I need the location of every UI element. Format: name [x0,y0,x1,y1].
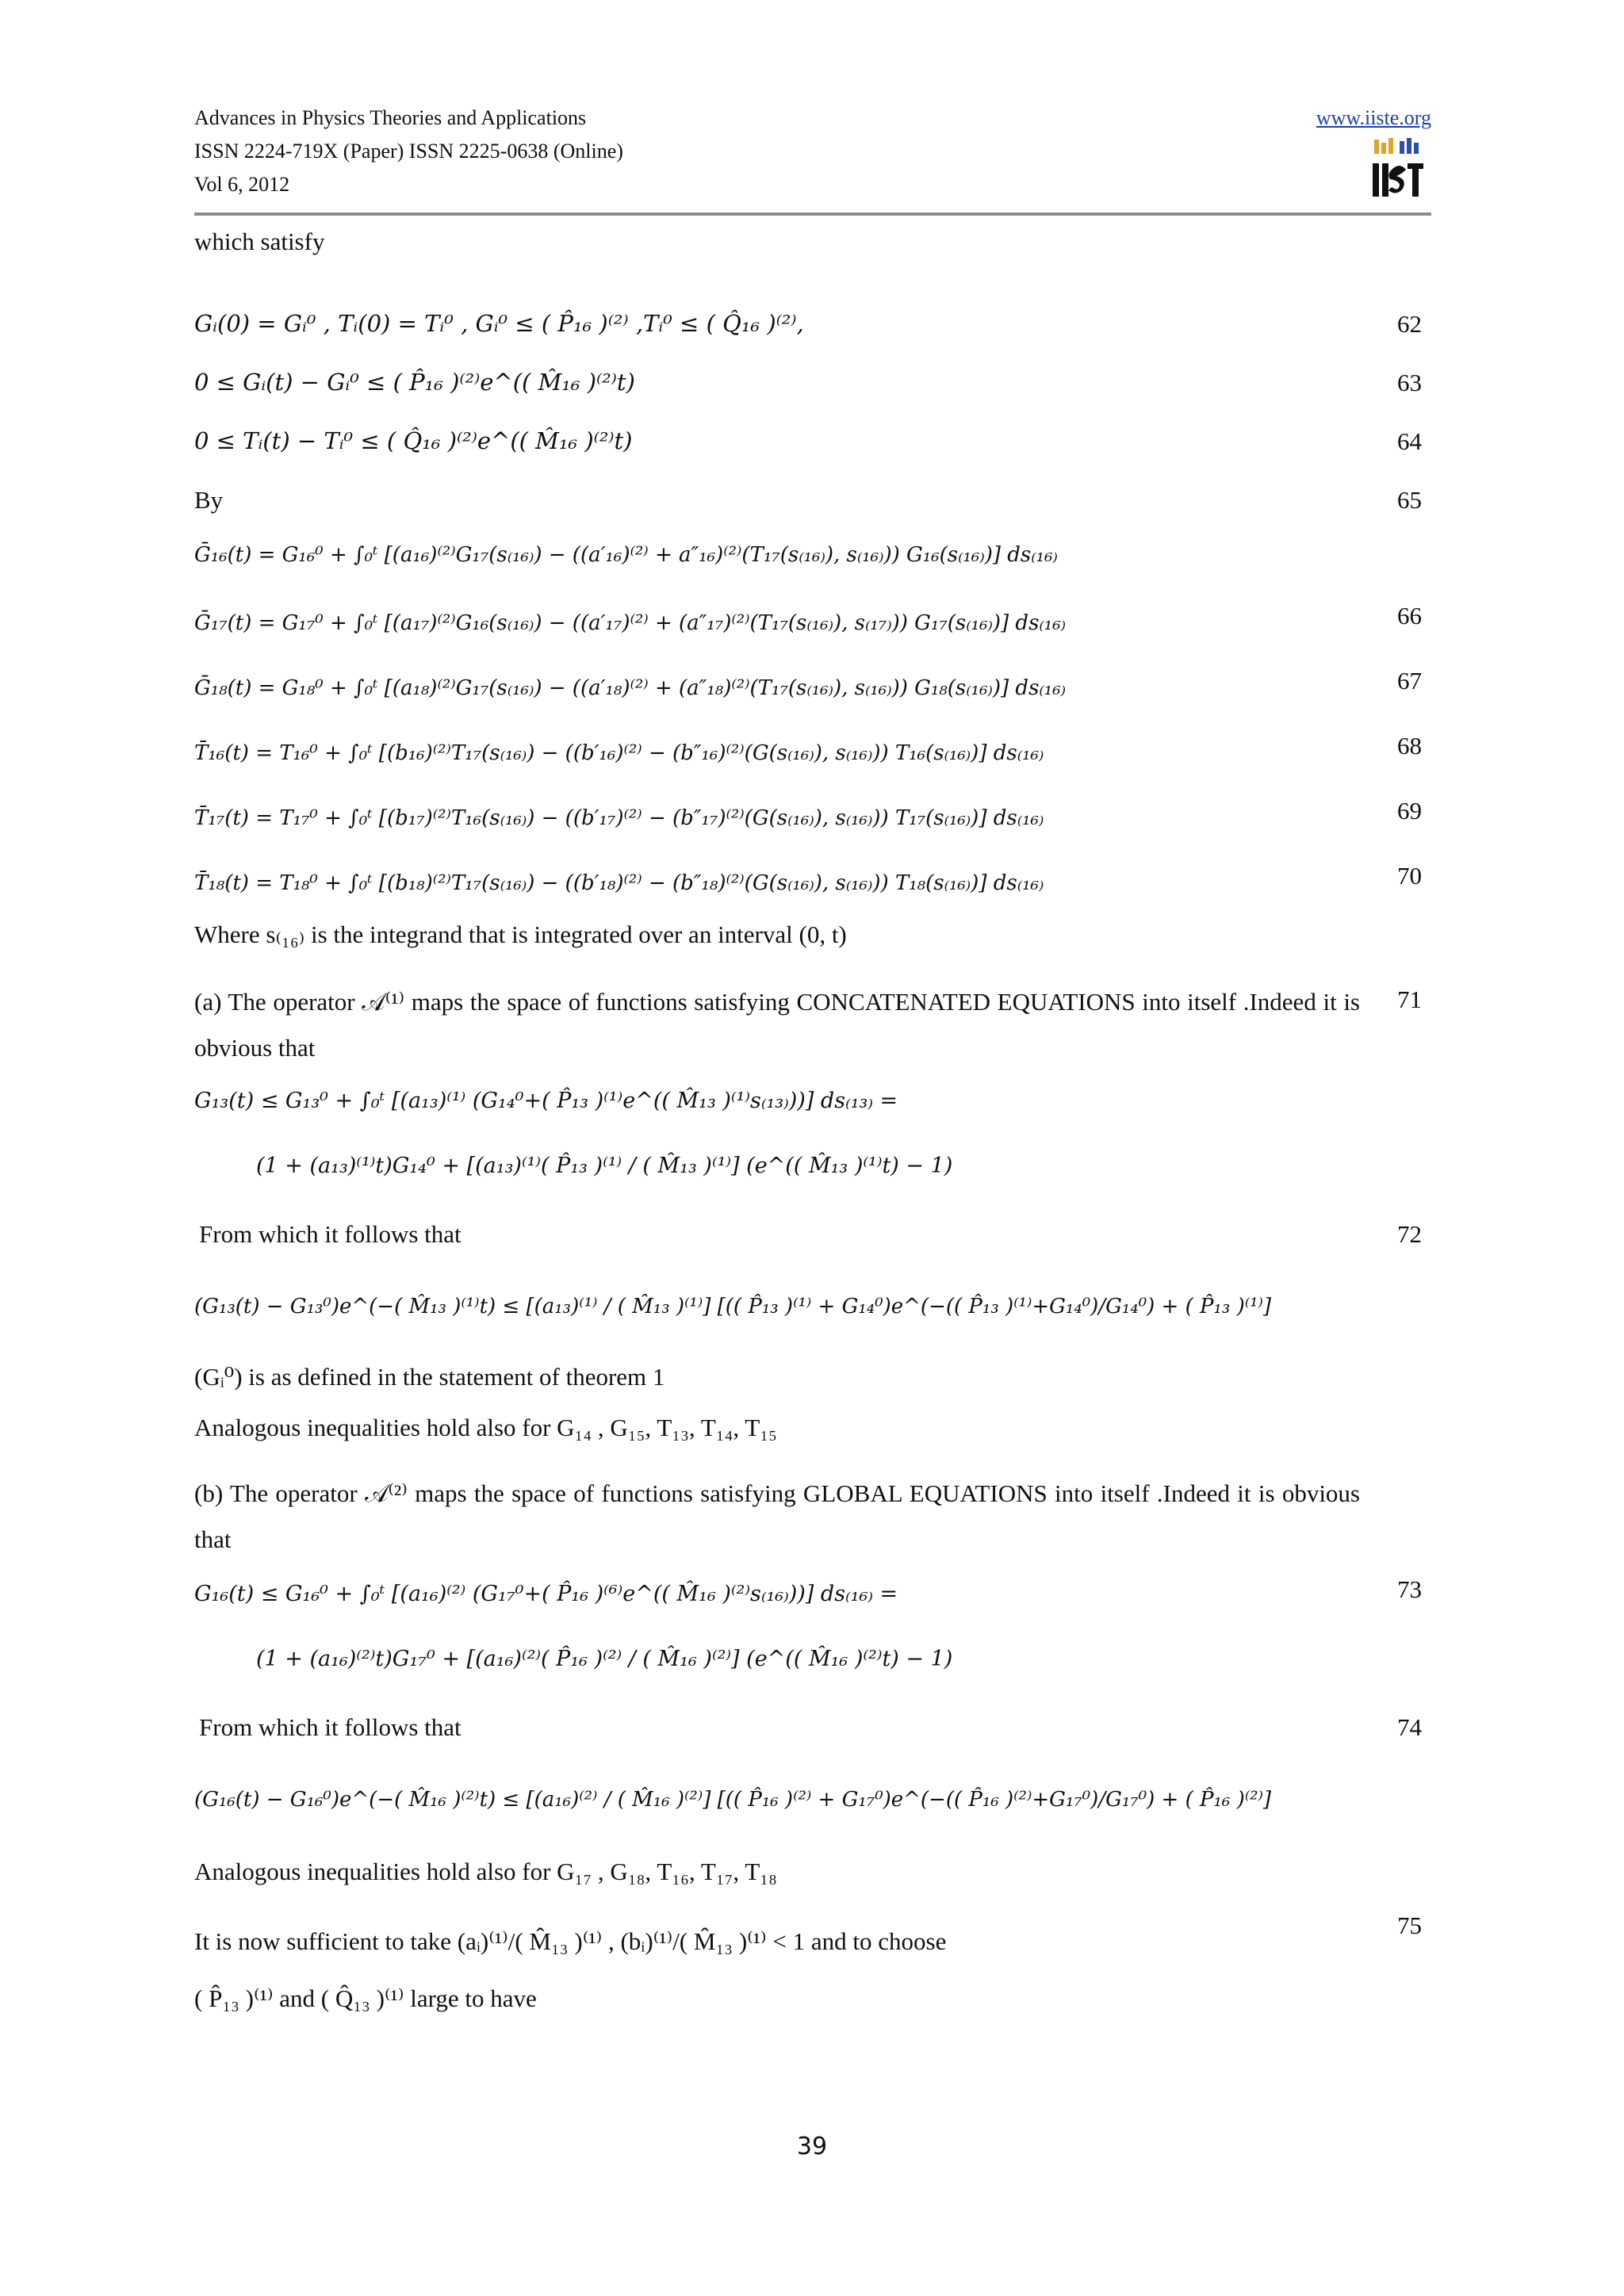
equation-69: T̄₁₇(t) = T₁₇⁰ + ∫₀ᵗ [(b₁₇)⁽²⁾T₁₆(s₍₁₆₎) − ((b′₁₇)⁽²⁾ − (b″₁₇)⁽²⁾(G(s₍₁₆₎), s₍₁₆₎)) T₁₇(s₍₁₆₎)] ds₍₁₆₎ [194,806,1044,830]
equation-74: (G₁₆(t) − G₁₆⁰)e^(−( M̂₁₆ )⁽²⁾t) ≤ [(a₁₆)⁽²⁾ / ( M̂₁₆ )⁽²⁾] [(( P̂₁₆ )⁽²⁾ + G₁₇⁰)e^(−(( P̂₁₆ )⁽²⁾+G₁₇⁰)/G₁₇⁰) + ( P̂₁₆ )⁽²⁾] [194,1788,1272,1812]
equation-number-66: 66 [1397,602,1422,629]
journal-title: Advances in Physics Theories and Applications [194,106,587,129]
item-b-text: (b) The operator 𝒜⁽²⁾ maps the space of functions satisfying GLOBAL EQUATIONS into itself .Indeed it is obvious that [194,1479,1360,1553]
equation-number-63: 63 [1397,369,1422,396]
equation-73-line1: G₁₆(t) ≤ G₁₆⁰ + ∫₀ᵗ [(a₁₆)⁽²⁾ (G₁₇⁰+( P̂₁₆ )⁽⁶⁾e^(( M̂₁₆ )⁽²⁾s₍₁₆₎))] ds₍₁₆₎ = [194,1582,898,1606]
by-text: By [194,486,224,514]
analogous-text-2: Analogous inequalities hold also for G₁₇ , G₁₈, T₁₆, T₁₇, T₁₈ [194,1858,777,1885]
equation-64: 0 ≤ Tᵢ(t) − Tᵢ⁰ ≤ ( Q̂₁₆ )⁽²⁾e^(( M̂₁₆ )⁽²⁾t) [194,427,633,454]
equation-number-70: 70 [1397,862,1422,890]
equation-number-67: 67 [1397,667,1422,695]
equation-number-71: 71 [1397,985,1422,1013]
from-which-text-2: From which it follows that [199,1713,462,1741]
which-satisfy-text: which satisfy [194,228,325,255]
analogous-text-1: Analogous inequalities hold also for G₁₄ , G₁₅, T₁₃, T₁₄, T₁₅ [194,1414,777,1441]
item-a-text: (a) The operator 𝒜⁽¹⁾ maps the space of functions satisfying CONCATENATED EQUATIONS into itself .Indeed it is obvious that [194,988,1360,1062]
page-number: 39 [796,2133,828,2160]
gi0-definition-text: (Gᵢ⁰) is as defined in the statement of theorem 1 [194,1363,665,1391]
iiste-logo [1371,135,1427,203]
from-which-text-1: From which it follows that [199,1220,462,1248]
equation-68: T̄₁₆(t) = T₁₆⁰ + ∫₀ᵗ [(b₁₆)⁽²⁾T₁₇(s₍₁₆₎) − ((b′₁₆)⁽²⁾ − (b″₁₆)⁽²⁾(G(s₍₁₆₎), s₍₁₆₎)) T₁₆(s₍₁₆₎)] ds₍₁₆₎ [194,741,1044,765]
equation-number-68: 68 [1397,732,1422,760]
equation-62: Gᵢ(0) = Gᵢ⁰ , Tᵢ(0) = Tᵢ⁰ , Gᵢ⁰ ≤ ( P̂₁₆ )⁽²⁾ ,Tᵢ⁰ ≤ ( Q̂₁₆ )⁽²⁾, [194,310,804,337]
equation-70: T̄₁₈(t) = T₁₈⁰ + ∫₀ᵗ [(b₁₈)⁽²⁾T₁₇(s₍₁₆₎) − ((b′₁₈)⁽²⁾ − (b″₁₈)⁽²⁾(G(s₍₁₆₎), s₍₁₆₎)) T₁₈(s₍₁₆₎)] ds₍₁₆₎ [194,871,1044,895]
equation-71-line1: G₁₃(t) ≤ G₁₃⁰ + ∫₀ᵗ [(a₁₃)⁽¹⁾ (G₁₄⁰+( P̂₁₃ )⁽¹⁾e^(( M̂₁₃ )⁽¹⁾s₍₁₃₎))] ds₍₁₃₎ = [194,1089,898,1113]
issn-line: ISSN 2224-719X (Paper) ISSN 2225-0638 (Online) [194,140,623,163]
equation-number-74: 74 [1397,1713,1422,1741]
equation-63: 0 ≤ Gᵢ(t) − Gᵢ⁰ ≤ ( P̂₁₆ )⁽²⁾e^(( M̂₁₆ )⁽²⁾t) [194,369,635,396]
equation-71-line2: (1 + (a₁₃)⁽¹⁾t)G₁₄⁰ + [(a₁₃)⁽¹⁾( P̂₁₃ )⁽¹⁾ / ( M̂₁₃ )⁽¹⁾] (e^(( M̂₁₃ )⁽¹⁾t) − 1) [256,1154,953,1178]
equation-65: Ḡ₁₆(t) = G₁₆⁰ + ∫₀ᵗ [(a₁₆)⁽²⁾G₁₇(s₍₁₆₎) − ((a′₁₆)⁽²⁾ + a″₁₆)⁽²⁾(T₁₇(s₍₁₆₎), s₍₁₆₎)) G₁₆(s₍₁₆₎)] ds₍₁₆₎ [194,543,1058,567]
website-link[interactable]: www.iiste.org [1316,106,1431,129]
equation-66: Ḡ₁₇(t) = G₁₇⁰ + ∫₀ᵗ [(a₁₇)⁽²⁾G₁₆(s₍₁₆₎) − ((a′₁₇)⁽²⁾ + (a″₁₇)⁽²⁾(T₁₇(s₍₁₆₎), s₍₁₇₎)) G₁₇(s₍₁₆₎)] ds₍₁₆₎ [194,611,1067,635]
page-header [194,101,1431,212]
equation-number-72: 72 [1397,1220,1422,1248]
equation-number-65: 65 [1397,486,1422,514]
volume-line: Vol 6, 2012 [194,173,290,196]
equation-67: Ḡ₁₈(t) = G₁₈⁰ + ∫₀ᵗ [(a₁₈)⁽²⁾G₁₇(s₍₁₆₎) − ((a′₁₈)⁽²⁾ + (a″₁₈)⁽²⁾(T₁₇(s₍₁₆₎), s₍₁₆₎)) G₁₈(s₍₁₆₎)] ds₍₁₆₎ [194,676,1067,700]
equation-number-73: 73 [1397,1575,1422,1603]
header-rule [194,212,1431,216]
choose-text: ( P̂₁₃ )⁽¹⁾ and ( Q̂₁₃ )⁽¹⁾ large to have [194,1984,537,2012]
equation-number-64: 64 [1397,427,1422,455]
equation-number-69: 69 [1397,797,1422,825]
equation-72: (G₁₃(t) − G₁₃⁰)e^(−( M̂₁₃ )⁽¹⁾t) ≤ [(a₁₃)⁽¹⁾ / ( M̂₁₃ )⁽¹⁾] [(( P̂₁₃ )⁽¹⁾ + G₁₄⁰)e^(−(( P̂₁₃ )⁽¹⁾+G₁₄⁰)/G₁₄⁰) + ( P̂₁₃ )⁽¹⁾] [194,1295,1272,1318]
equation-73-line2: (1 + (a₁₆)⁽²⁾t)G₁₇⁰ + [(a₁₆)⁽²⁾( P̂₁₆ )⁽²⁾ / ( M̂₁₆ )⁽²⁾] (e^(( M̂₁₆ )⁽²⁾t) − 1) [256,1647,953,1671]
sufficient-text: It is now sufficient to take (aᵢ)⁽¹⁾/( M̂₁₃ )⁽¹⁾ , (bᵢ)⁽¹⁾/( M̂₁₃ )⁽¹⁾ < 1 and to choose [194,1927,947,1955]
where-text: Where s₍₁₆₎ is the integrand that is integrated over an interval (0, t) [194,920,847,948]
equation-number-75: 75 [1397,1911,1422,1939]
equation-number-62: 62 [1397,310,1422,338]
